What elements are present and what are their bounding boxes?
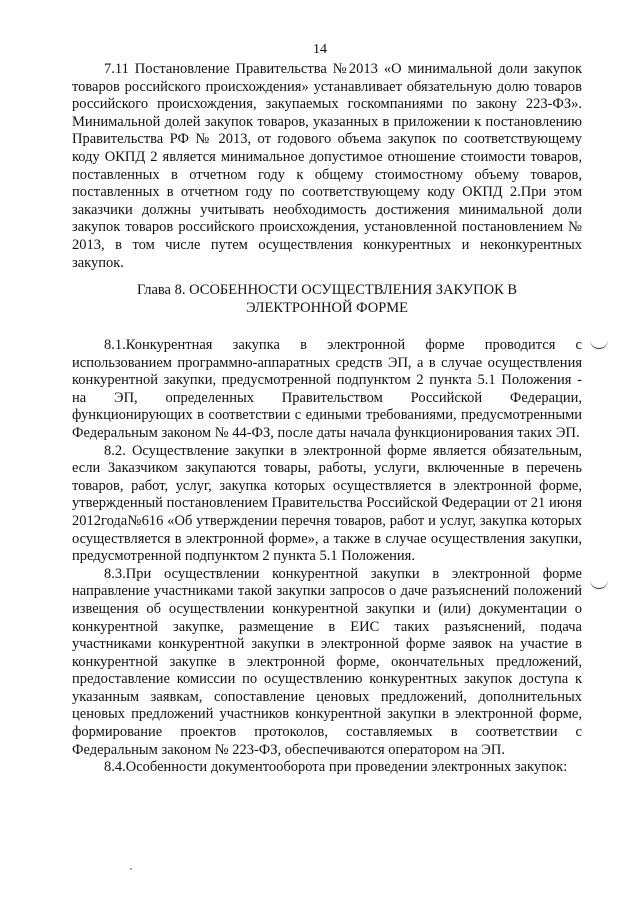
chapter-8-heading (72, 282, 582, 317)
paragraph-8-4: 8.4.Особенности документооборота при проведении электронных закупок: (104, 759, 568, 776)
page-number: 14 (313, 42, 327, 57)
chapter-heading-line-2: ЭЛЕКТРОННОЙ ФОРМЕ (245, 299, 409, 316)
margin-pen-mark (590, 580, 608, 589)
paragraph-7-11: 7.11 Постановление Правительства №2013 «О минимальной доли закупок товаров российского происхождения» устанавливает обязательную долю товаров российского происхождения, закупаемых госкомпаниями по закону 223-ФЗ». Минимальной долей закупок товаров, указанных в приложении к постановлению Правительства РФ № 2013, от годового объема закупок по соответствующему коду ОКПД 2 является минимальное допустимое отношение стоимости товаров, поставленных в отчетном году к общему стоимостному объему товаров, поставленных в отчетном году по соответствующему коду ОКПД 2.При этом заказчики должны учитывать необходимость достижения минимальной доли закупок товаров российского происхождения, установленной постановлением № 2013, в том числе путем осуществления конкурентных и неконкурентных закупок. (72, 61, 582, 271)
scan-speck (130, 868, 132, 870)
chapter-8-body (72, 337, 582, 777)
section-7-11 (72, 61, 582, 272)
chapter-heading-line-1: Глава 8. ОСОБЕННОСТИ ОСУЩЕСТВЛЕНИЯ ЗАКУПОК В (136, 282, 518, 298)
paragraph-8-3: 8.3.При осуществлении конкурентной закупки в электронной форме направление участниками такой закупки запросов о даче разъяснений положений извещения об осуществлении конкурентной закупки и (или) документации о конкурентной закупке, размещение в ЕИС таких разъяснений, подача участниками конкурентной закупки в электронной форме заявок на участие в конкурентной закупке в электронной форме, окончательных предложений, предоставление комиссии по осуществлению конкурентных закупок доступа к указанным заявкам, сопоставление ценовых предложений, дополнительных ценовых предложений участников конкурентной закупки в электронной форме, формирование проектов протоколов, составляемых в соответствии с Федеральным законом № 223-ФЗ, обеспечиваются оператором на ЭП. (72, 565, 582, 758)
paragraph-8-2: 8.2. Осуществление закупки в электронной форме является обязательным, если Заказчиком закупаются товары, работы, услуги, включенные в перечень товаров, работ, услуг, закупка которых осуществляется в электронной форме, утвержденный постановлением Правительства Российской Федерации от 21 июня 2012года№616 «Об утверждении перечня товаров, работ и услуг, закупка которых осуществляется в электронной форме», а также в случае осуществления закупки, предусмотренной подпунктом 2 пункта 5.1 Положения. (72, 442, 582, 565)
margin-pen-mark (590, 340, 608, 349)
paragraph-8-1: 8.1.Конкурентная закупка в электронной форме проводится с использованием программно-аппаратных средств ЭП, а в случае осуществления конкурентной закупки, предусмотренной подпунктом 2 пункта 5.1 Положения - на ЭП, определенных Правительством Российской Федерации, функционирующих в соответствии с едиными требованиями, предусмотренными Федеральным законом № 44-ФЗ, после даты начала функционирования таких ЭП. (72, 337, 582, 441)
